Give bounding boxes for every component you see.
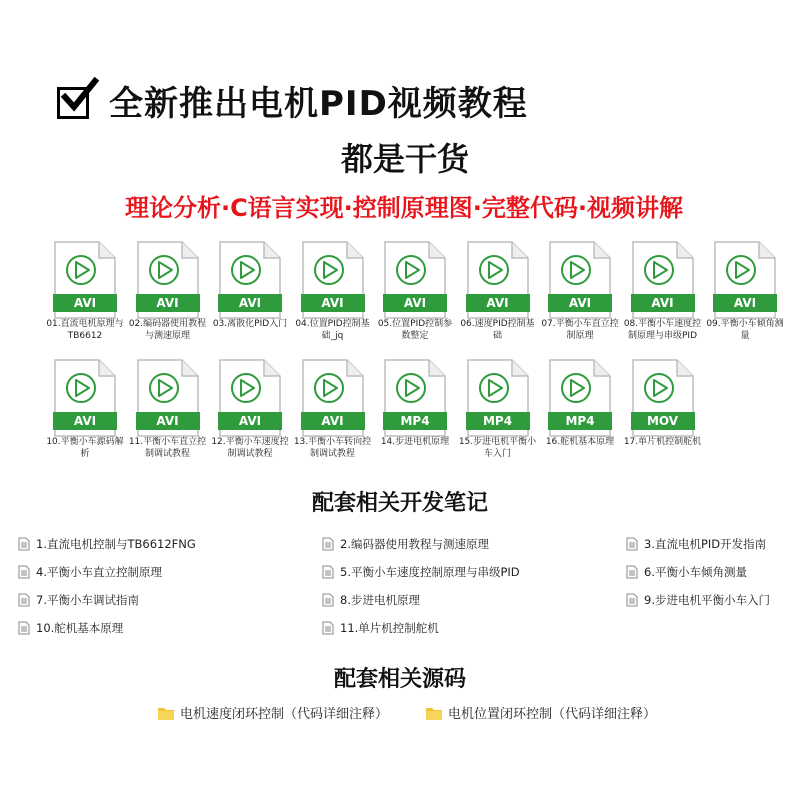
video-file[interactable] — [209, 240, 291, 330]
note-file[interactable] — [626, 592, 770, 608]
video-file-icon — [53, 240, 117, 320]
video-file-icon — [136, 358, 200, 438]
page-title: 全新推出电机PID视频教程 — [109, 84, 528, 124]
notes-section-title: 配套相关开发笔记 — [311, 491, 488, 516]
video-file-name: 03.离散化PID入门 — [212, 319, 288, 329]
video-file[interactable] — [622, 240, 704, 342]
document-icon — [626, 537, 638, 551]
source-folder-label: 电机位置闭环控制（代码详细注释） — [448, 707, 657, 722]
document-icon — [322, 537, 334, 551]
file-type-badge: MP4 — [466, 412, 530, 430]
folder-icon — [426, 706, 442, 720]
document-icon — [626, 565, 638, 579]
page-subtitle: 都是干货 — [340, 140, 469, 178]
file-type-badge: AVI — [136, 294, 200, 312]
note-file-label: 5.平衡小车速度控制原理与串级PID — [340, 565, 520, 579]
video-file-icon — [466, 358, 530, 438]
video-file-name: 14.步进电机原理 — [380, 437, 450, 447]
note-file-label: 2.编码器使用教程与测速原理 — [340, 537, 489, 551]
file-type-badge: AVI — [218, 412, 282, 430]
video-file-icon — [218, 240, 282, 320]
video-file-name: 12.平衡小车速度控制调试教程 — [211, 437, 289, 459]
note-file[interactable] — [322, 592, 420, 608]
video-file-icon — [466, 240, 530, 320]
note-file[interactable] — [322, 620, 439, 636]
source-folder-position[interactable] — [426, 703, 656, 722]
document-icon — [626, 593, 638, 607]
video-file-icon — [301, 358, 365, 438]
video-file-name: 17.单片机控制舵机 — [623, 437, 702, 447]
file-type-badge: MOV — [631, 412, 695, 430]
file-type-badge: AVI — [301, 294, 365, 312]
video-file-name: 07.平衡小车直立控制原理 — [541, 319, 619, 341]
video-file-icon — [631, 240, 695, 320]
video-file-name: 02.编码器使用教程与测速原理 — [128, 319, 207, 341]
file-type-badge: AVI — [53, 294, 117, 312]
file-type-badge: AVI — [466, 294, 530, 312]
video-file[interactable] — [44, 240, 126, 342]
note-file-label: 7.平衡小车调试指南 — [36, 593, 139, 607]
video-file[interactable] — [374, 240, 456, 342]
video-file[interactable] — [539, 358, 621, 448]
video-file-icon — [383, 358, 447, 438]
note-file[interactable] — [626, 536, 766, 552]
note-file-label: 10.舵机基本原理 — [36, 621, 124, 635]
video-file[interactable] — [44, 358, 126, 460]
video-file[interactable] — [704, 240, 786, 342]
video-file-icon — [548, 240, 612, 320]
video-file-name: 06.速度PID控制基础 — [460, 319, 535, 341]
video-file-name: 11.平衡小车直立控制调试教程 — [128, 437, 207, 459]
file-type-badge: AVI — [548, 294, 612, 312]
header — [55, 76, 528, 125]
video-file-icon — [301, 240, 365, 320]
file-type-badge: AVI — [218, 294, 282, 312]
video-file-icon — [383, 240, 447, 320]
document-icon — [322, 593, 334, 607]
file-type-badge: AVI — [53, 412, 117, 430]
checkbox-icon — [55, 81, 95, 121]
video-file-icon — [548, 358, 612, 438]
video-file[interactable] — [292, 358, 374, 460]
video-file-name: 04.位置PID控制基础_jq — [295, 319, 370, 341]
note-file-label: 4.平衡小车直立控制原理 — [36, 565, 162, 579]
video-file[interactable] — [457, 240, 539, 342]
source-folder-speed[interactable] — [158, 703, 388, 722]
note-file-label: 11.单片机控制舵机 — [340, 621, 439, 635]
note-file-label: 6.平衡小车倾角测量 — [644, 565, 747, 579]
document-icon — [18, 537, 30, 551]
note-file[interactable] — [626, 564, 747, 580]
note-file-label: 9.步进电机平衡小车入门 — [644, 593, 770, 607]
folder-icon — [158, 706, 174, 720]
feature-line: 理论分析·C语言实现·控制原理图·完整代码·视频讲解 — [124, 194, 684, 222]
document-icon — [322, 565, 334, 579]
document-icon — [322, 621, 334, 635]
video-file[interactable] — [209, 358, 291, 460]
video-file-name: 16.舵机基本原理 — [545, 437, 615, 447]
file-type-badge: AVI — [301, 412, 365, 430]
source-folder-label: 电机速度闭环控制（代码详细注释） — [180, 707, 389, 722]
video-file[interactable] — [374, 358, 456, 448]
file-type-badge: AVI — [383, 294, 447, 312]
note-file-label: 3.直流电机PID开发指南 — [644, 537, 767, 551]
video-file-name: 08.平衡小车速度控制原理与串级PID — [623, 319, 702, 341]
video-file-name: 01.直流电机原理与TB6612 — [46, 319, 124, 341]
video-file-icon — [218, 358, 282, 438]
video-file-icon — [136, 240, 200, 320]
video-file-icon — [713, 240, 777, 320]
file-type-badge: MP4 — [548, 412, 612, 430]
video-file[interactable] — [457, 358, 539, 460]
video-file-icon — [631, 358, 695, 438]
document-icon — [18, 593, 30, 607]
note-file[interactable] — [322, 536, 489, 552]
note-file[interactable] — [18, 620, 123, 636]
video-file[interactable] — [622, 358, 704, 448]
video-file-name: 10.平衡小车源码解析 — [46, 437, 124, 459]
note-file-label: 1.直流电机控制与TB6612FNG — [36, 537, 196, 551]
video-file[interactable] — [292, 240, 374, 342]
file-type-badge: MP4 — [383, 412, 447, 430]
file-type-badge: AVI — [713, 294, 777, 312]
note-file[interactable] — [18, 592, 139, 608]
note-file[interactable] — [18, 564, 162, 580]
document-icon — [18, 621, 30, 635]
note-file-label: 8.步进电机原理 — [340, 593, 420, 607]
video-file-icon — [53, 358, 117, 438]
source-section-title: 配套相关源码 — [333, 667, 466, 692]
video-file-name: 13.平衡小车转向控制调试教程 — [293, 437, 372, 459]
document-icon — [18, 565, 30, 579]
file-type-badge: AVI — [136, 412, 200, 430]
video-file-name: 15.步进电机平衡小车入门 — [458, 437, 537, 459]
file-type-badge: AVI — [631, 294, 695, 312]
video-file[interactable] — [127, 358, 209, 460]
video-file-name: 05.位置PID控制参数整定 — [377, 319, 453, 341]
note-file[interactable] — [18, 536, 196, 552]
video-file-name: 09.平衡小车倾角测量 — [706, 319, 784, 341]
video-file[interactable] — [539, 240, 621, 342]
note-file[interactable] — [322, 564, 520, 580]
video-file[interactable] — [127, 240, 209, 342]
